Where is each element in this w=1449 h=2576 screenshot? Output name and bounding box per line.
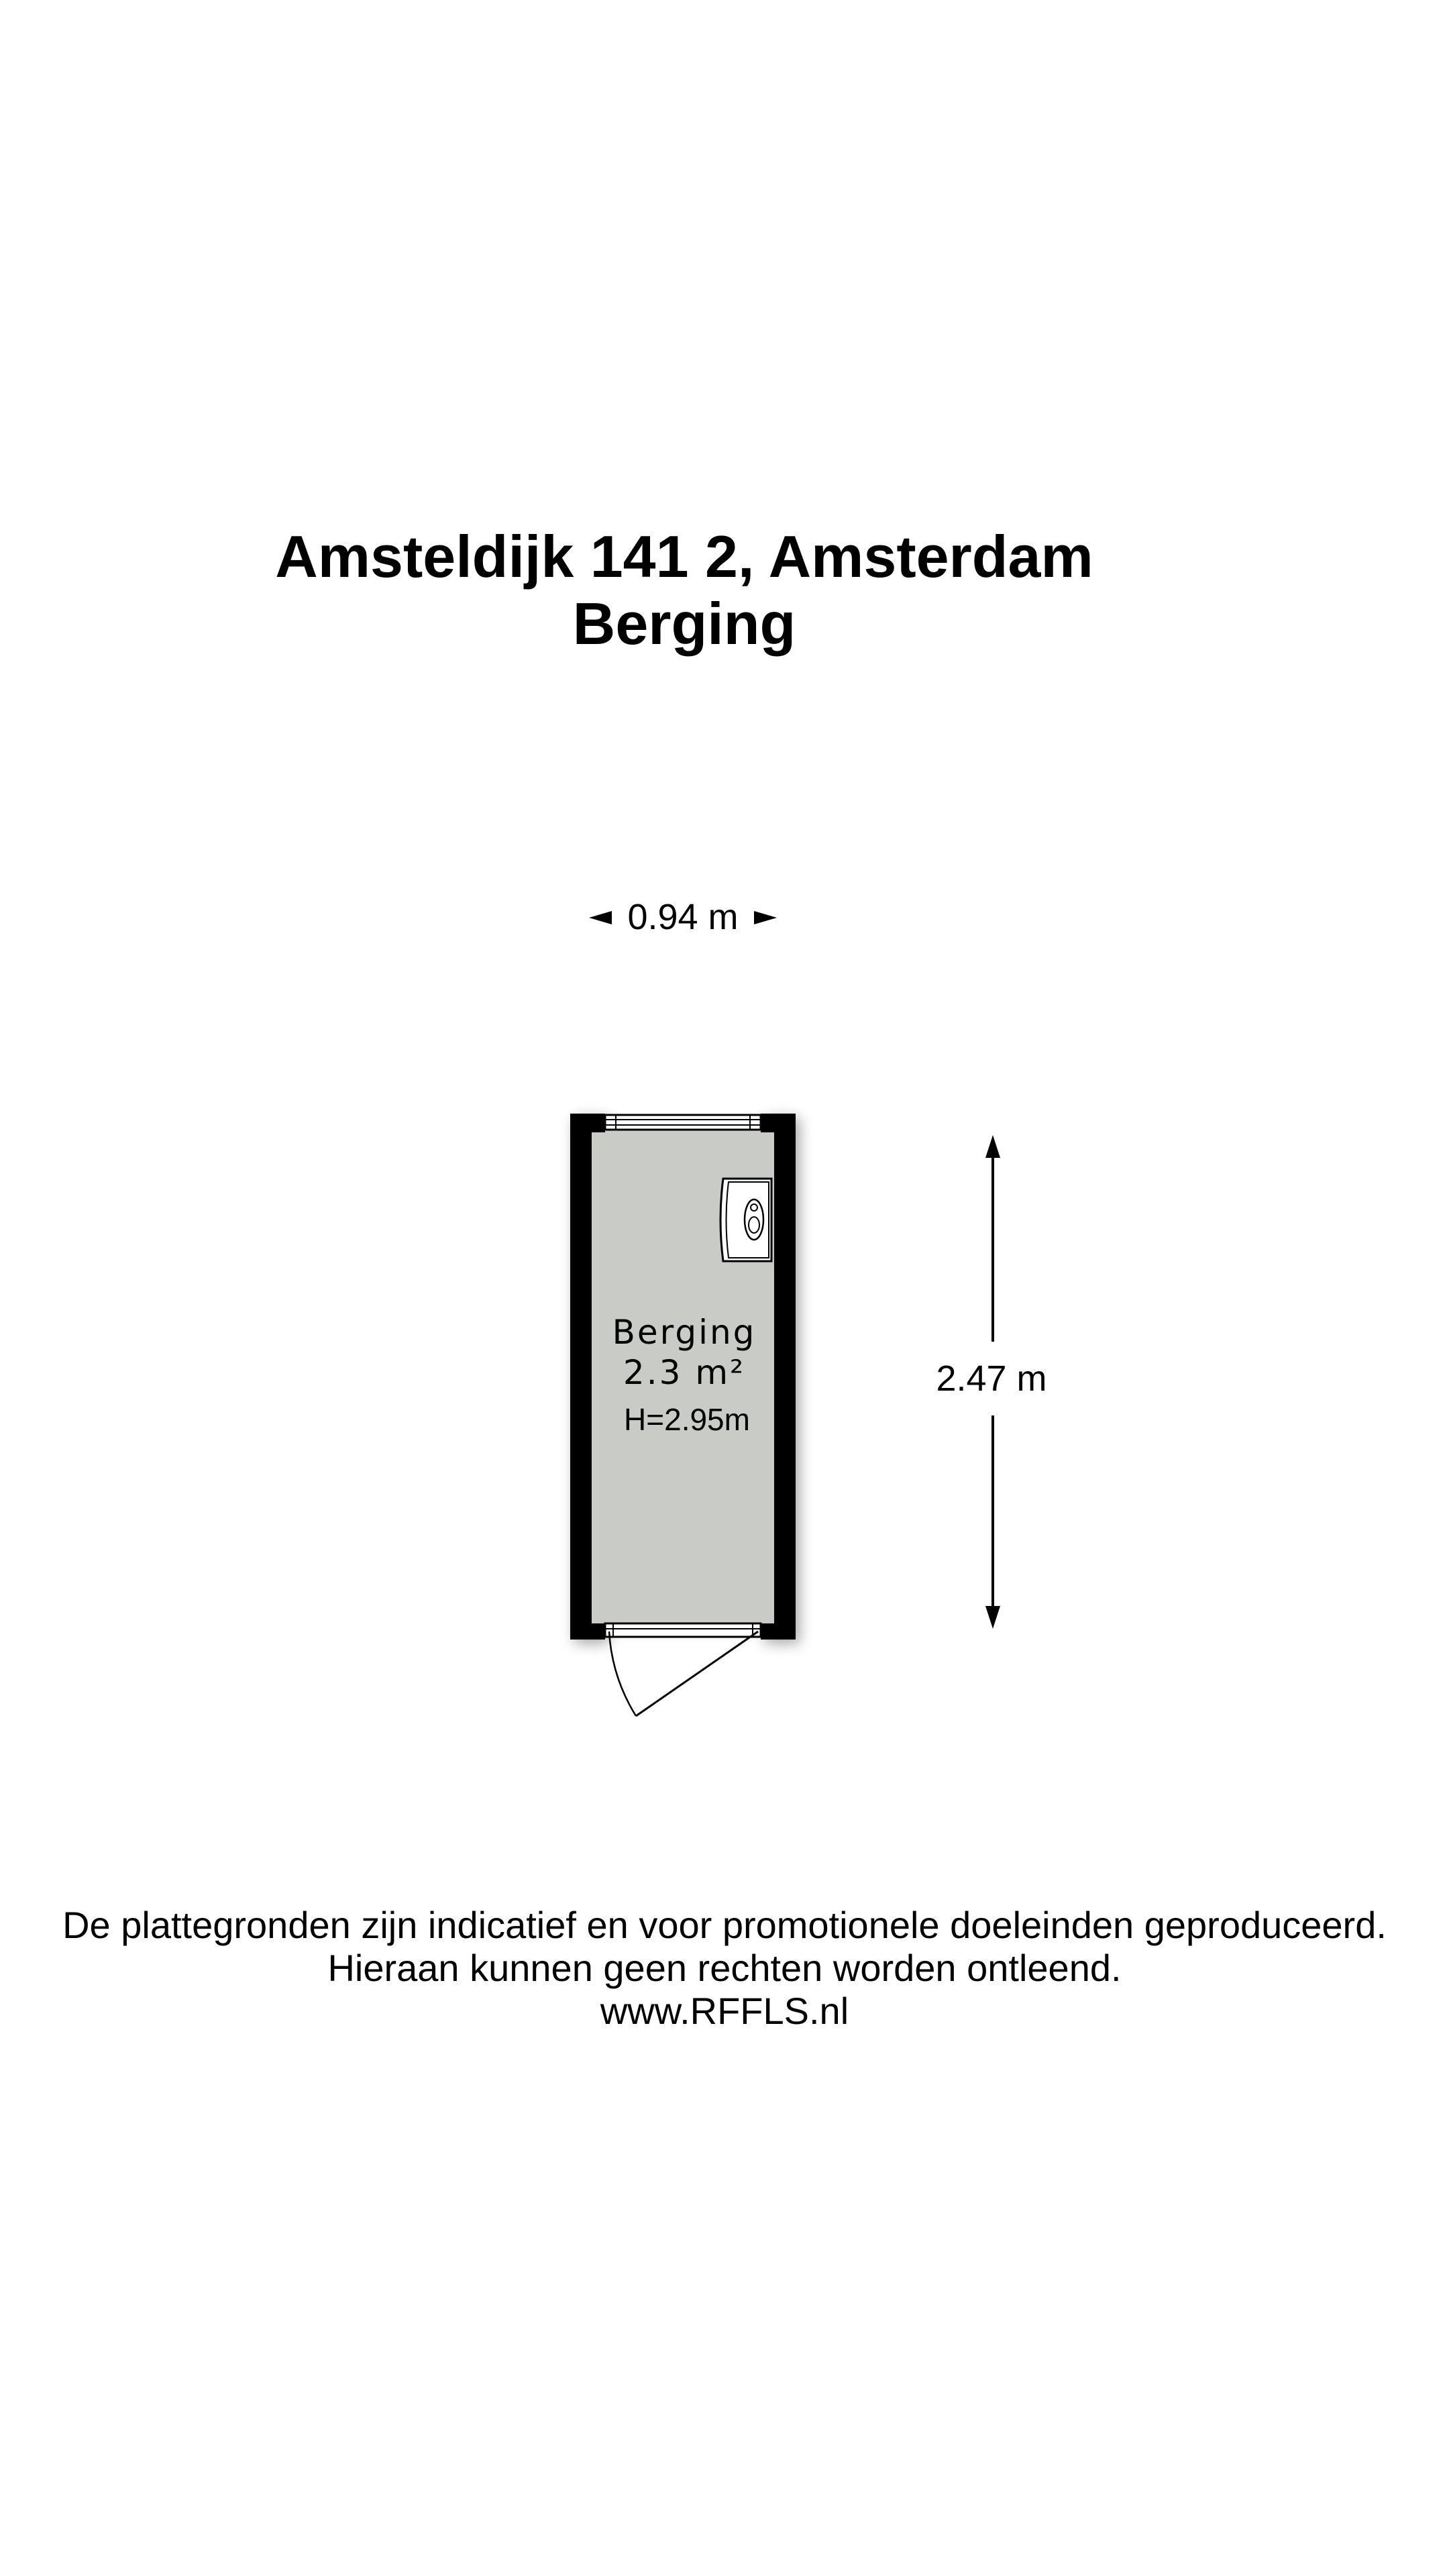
- address-title: Amsteldijk 141 2, Amsterdam: [275, 523, 1093, 590]
- width-label: 0.94 m: [627, 897, 739, 937]
- window-top: [605, 1115, 761, 1130]
- door-swing-arc: [609, 1631, 636, 1716]
- website-link[interactable]: www.RFFLS.nl: [600, 1990, 849, 2032]
- door-bottom: [605, 1623, 761, 1716]
- wall-top-right: [761, 1114, 796, 1132]
- wall-bottom-right: [761, 1623, 796, 1640]
- floor-title: Berging: [572, 590, 796, 657]
- wall-left: [570, 1114, 592, 1640]
- boiler-icon: [720, 1179, 771, 1261]
- length-dimension: [936, 1135, 1046, 1629]
- disclaimer-line-1: De plattegronden zijn indicatief en voor promotionele doeleinden geproduceerd.: [62, 1904, 1387, 1946]
- room-name-label: Berging: [612, 1313, 757, 1352]
- wall-bottom-left: [570, 1623, 605, 1640]
- wall-top-left: [570, 1114, 605, 1132]
- arrow-right-icon: [754, 911, 777, 924]
- arrow-up-icon: [985, 1135, 1000, 1158]
- width-dimension: [589, 897, 777, 937]
- door-leaf: [636, 1631, 758, 1716]
- wall-right: [774, 1114, 796, 1640]
- room-area-label: 2.3 m²: [623, 1353, 746, 1392]
- disclaimer-line-2: Hieraan kunnen geen rechten worden ontleend.: [327, 1947, 1122, 1989]
- disclaimer: [0, 1904, 1449, 2033]
- room-height-label: H=2.95m: [624, 1402, 750, 1437]
- arrow-down-icon: [985, 1606, 1000, 1629]
- arrow-left-icon: [589, 911, 612, 924]
- length-label: 2.47 m: [936, 1358, 1047, 1399]
